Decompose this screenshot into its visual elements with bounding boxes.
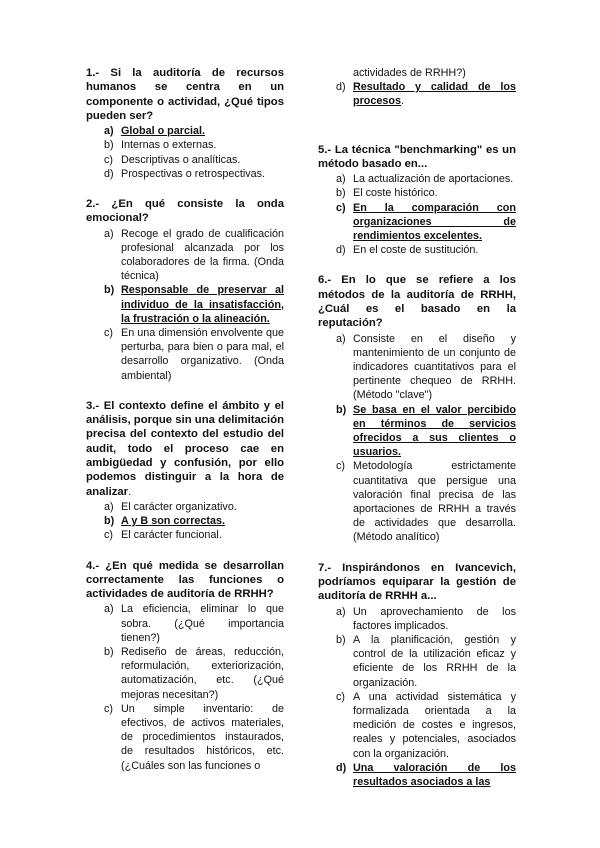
q5-option-c: c) En la comparación con organizaciones de rendimientos excelentes.	[336, 201, 516, 243]
question-7-options	[318, 605, 516, 790]
q6-option-b: b) Se basa en el valor percibido en términos de servicios ofrecidos a sus clientes o usuarios.	[336, 403, 516, 459]
q4-option-d: d) Resultado y calidad de los procesos.	[336, 81, 516, 108]
question-5	[318, 143, 516, 258]
q4-option-c: c) Un simple inventario: de efectivos, de activos materiales, de procedimientos instaurados, de resultados históricos, etc. (¿Cuáles son las funciones o	[104, 702, 284, 772]
q6-option-c: c) Metodología estrictamente cuantitativa que persigue una valoración final precisa de las aportaciones de RRHH a través de actividades que desarrolla. (Método analítico)	[336, 460, 516, 544]
question-1	[86, 66, 284, 181]
question-4-options-continued	[318, 80, 516, 108]
question-4	[86, 559, 284, 773]
question-2	[86, 197, 284, 383]
question-6-options	[318, 332, 516, 545]
question-3-options	[86, 500, 284, 543]
q4-option-b: b) Rediseño de áreas, reducción, reformulación, exteriorización, automatización, etc. (¿Qué mejoras necesitan?)	[104, 646, 284, 701]
question-1-text: 1.- Si la auditoría de recursos humanos se centra en un componente o actividad, ¿Qué tipos pueden ser?	[86, 67, 284, 122]
question-3	[86, 399, 284, 543]
q1-option-a: a) Global o parcial.	[104, 125, 205, 138]
question-4-options	[86, 602, 284, 772]
q7-option-a: a) Un aprovechamiento de los factores implicados.	[336, 605, 516, 632]
question-3-text: 3.- El contexto define el ámbito y el análisis, porque sin una delimitación precisa del contexto del estudio del audit, todo el proceso cae en ambigüedad y confusión, por ello podemos distinguir a la hora de analizar.	[86, 399, 284, 498]
question-5-text: 5.- La técnica "benchmarking" es un método basado en...	[318, 143, 516, 170]
question-6-text: 6.- En lo que se refiere a los métodos de la auditoría de RRHH, ¿Cuál es el basado en la reputación?	[318, 274, 516, 330]
q7-option-c: c) A una actividad sistemática y formalizada orientada a la medición de costes e ingresos, reales y potenciales, asociados con la organización.	[336, 690, 516, 760]
q7-option-d: d) Una valoración de los resultados asociados a las	[336, 761, 516, 788]
question-6	[318, 273, 516, 544]
q2-option-a: a) Recoge el grado de cualificación profesional alcanzada por los colaboradores de la firma. (Onda técnica)	[104, 227, 284, 283]
question-4-text: 4.- ¿En qué medida se desarrollan correctamente las funciones o actividades de auditoría de RRHH?	[86, 559, 284, 601]
right-column	[318, 66, 516, 805]
q7-option-b: b) A la planificación, gestión y control de la utilización eficaz y eficiente de los RRHH de la organización.	[336, 633, 516, 689]
q1-option-c: c) Descriptivas o analíticas.	[104, 153, 241, 166]
question-7-text: 7.- Inspirándonos en Ivancevich, podríamos equiparar la gestión de auditoría de RRHH a...	[318, 561, 516, 603]
q5-option-d: d) En el coste de sustitución.	[336, 244, 479, 257]
q5-option-b: b) El coste histórico.	[336, 187, 438, 200]
left-column	[86, 66, 284, 789]
question-2-text: 2.- ¿En qué consiste la onda emocional?	[86, 198, 284, 225]
question-4-continued	[318, 66, 516, 109]
question-1-options	[86, 124, 284, 181]
q3-option-b: b) A y B son correctas.	[104, 515, 226, 528]
q6-option-a: a) Consiste en el diseño y mantenimiento de un conjunto de indicadores cuantitativos para el pertinente chequeo de RRHH. (Método "clave")	[336, 332, 516, 402]
q3-option-a: a) El carácter organizativo.	[104, 500, 237, 513]
q2-option-b: b) Responsable de preservar al individuo de la insatisfacción, la frustración o la alineación.	[104, 284, 284, 325]
q2-option-c: c) En una dimensión envolvente que perturba, para bien o para mal, el desarrollo organizativo. (Onda ambiental)	[104, 327, 284, 382]
q5-option-a: a) La actualización de aportaciones.	[336, 173, 514, 186]
q3-option-c: c) El carácter funcional.	[104, 529, 222, 542]
q1-option-d: d) Prospectivas o retrospectivas.	[104, 167, 266, 180]
q4-option-c-continuation: actividades de RRHH?)	[353, 67, 466, 79]
question-2-options	[86, 227, 284, 383]
question-7	[318, 561, 516, 790]
q4-option-a: a) La eficiencia, eliminar lo que sobra. (¿Qué importancia tienen?)	[104, 603, 284, 644]
q1-option-b: b) Internas o externas.	[104, 139, 217, 152]
question-5-options	[318, 172, 516, 257]
